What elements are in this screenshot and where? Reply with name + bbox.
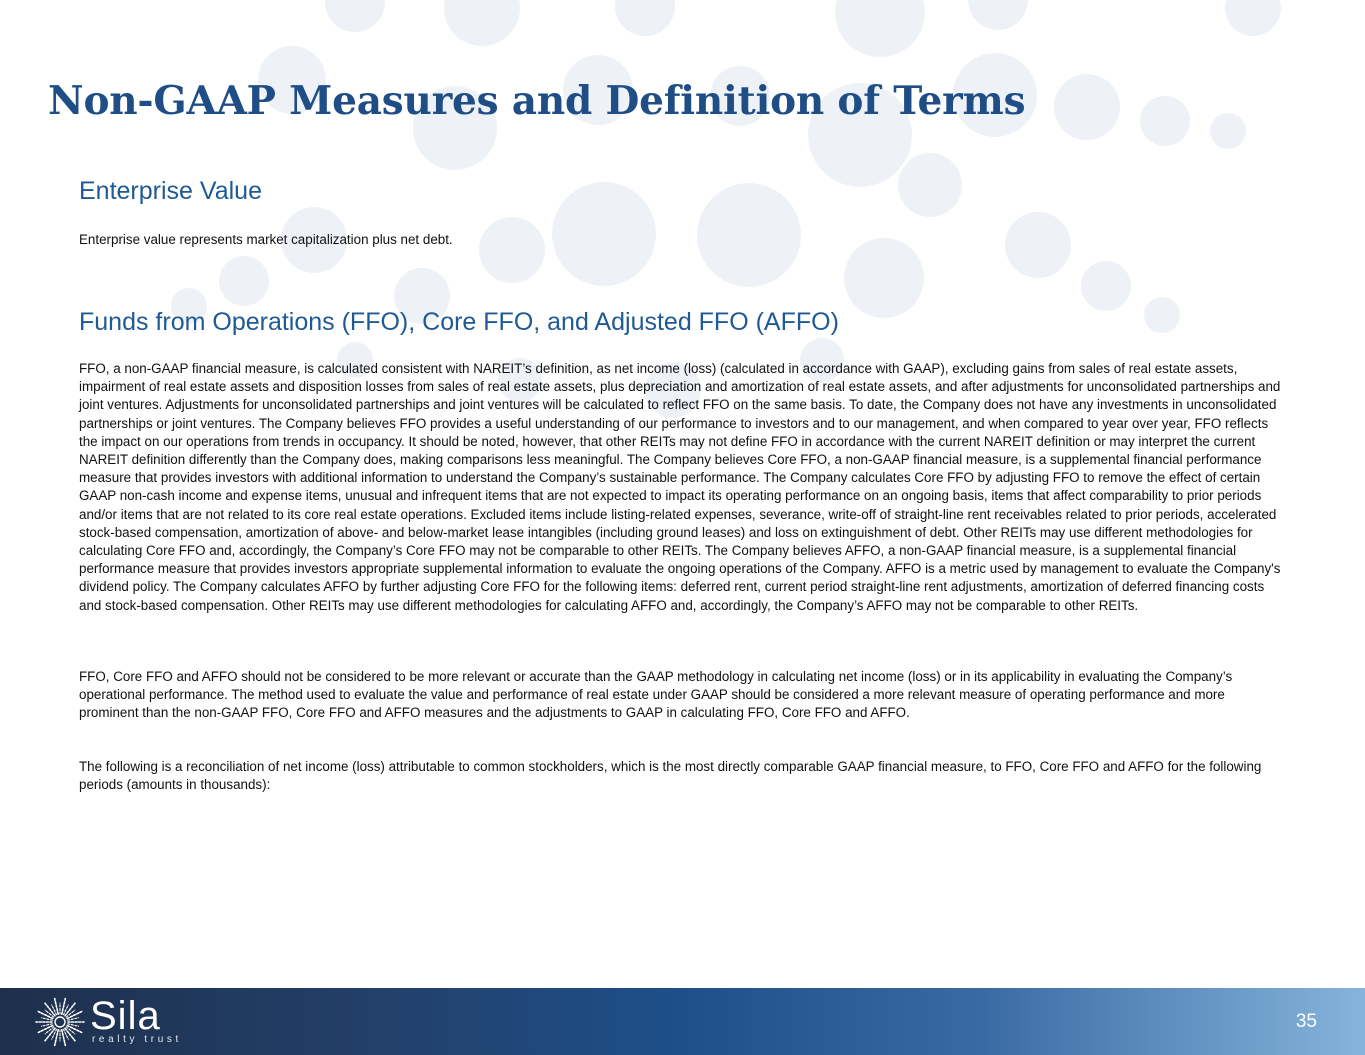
ffo-heading: Funds from Operations (FFO), Core FFO, and Adjusted FFO (AFFO) (79, 308, 839, 336)
company-logo (34, 996, 194, 1048)
ffo-paragraph-3: The following is a reconciliation of net income (loss) attributable to common stockholders, which is the most directly comparable GAAP financial measure, to FFO, Core FFO and AFFO for the following periods (amounts in thousands): (79, 759, 1262, 793)
page-number: 35 (1295, 1011, 1317, 1032)
enterprise-value-text: Enterprise value represents market capitalization plus net debt. (79, 232, 453, 247)
sunburst-logo-icon (34, 996, 86, 1048)
logo-tagline: realty trust (92, 1034, 182, 1045)
enterprise-value-heading: Enterprise Value (79, 177, 262, 205)
ffo-paragraph-1: FFO, a non-GAAP financial measure, is calculated consistent with NAREIT’s definition, as net income (loss) (calculated in accordance with GAAP), excluding gains from sales of real estate assets, impairment of real estate assets and disposition losses from sales of real estate assets, plus depreciation and amortization of real estate assets, and after adjustments for unconsolidated partnerships and joint ventures. Adjustments for unconsolidated partnerships and joint ventures will be calculated to reflect FFO on the same basis. To date, the Company does not have any investments in unconsolidated partnerships or joint ventures. The Company believes FFO provides a useful understanding of our performance to investors and to our management, and when compared to year over year, FFO reflects the impact on our operations from trends in occupancy. It should be noted, however, that other REITs may not define FFO in accordance with the current NAREIT definition or may interpret the current NAREIT definition differently than the Company does, making comparisons less meaningful. The Company believes Core FFO, a non-GAAP financial measure, is a supplemental financial performance measure that provides investors with additional information to understand the Company’s sustainable performance. The Company calculates Core FFO by adjusting FFO to remove the effect of certain GAAP non-cash income and expense items, unusual and infrequent items that are not expected to impact its operating performance on an ongoing basis, items that affect comparability to prior periods and/or items that are not related to its core real estate operations. Excluded items include listing-related expenses, severance, write-off of straight-line rent receivables related to prior periods, accelerated stock-based compensation, amortization of above- and below-market lease intangibles (including ground leases) and loss on extinguishment of debt. Other REITs may use different methodologies for calculating Core FFO and, accordingly, the Company’s Core FFO may not be comparable to other REITs. The Company believes AFFO, a non-GAAP financial measure, is a supplemental financial performance measure that provides investors appropriate supplemental information to evaluate the ongoing operations of the Company. AFFO is a metric used by management to evaluate the Company's dividend policy. The Company calculates AFFO by further adjusting Core FFO for the following items: deferred rent, current period straight-line rent adjustments, amortization of deferred financing costs and stock-based compensation. Other REITs may use different methodologies for calculating AFFO and, accordingly, the Company’s AFFO may not be comparable to other REITs. (79, 361, 1281, 613)
ffo-paragraph-2: FFO, Core FFO and AFFO should not be considered to be more relevant or accurate than the GAAP methodology in calculating net income (loss) or in its applicability in evaluating the Company’s operational performance. The method used to evaluate the value and performance of real estate under GAAP should be considered a more relevant measure of operating performance and more prominent than the non-GAAP FFO, Core FFO and AFFO measures and the adjustments to GAAP in calculating FFO, Core FFO and AFFO. (79, 669, 1233, 721)
page-title: Non-GAAP Measures and Definition of Terms (48, 78, 1026, 124)
footer-bar (0, 988, 1365, 1055)
logo-wordmark: Sila (90, 994, 161, 1038)
